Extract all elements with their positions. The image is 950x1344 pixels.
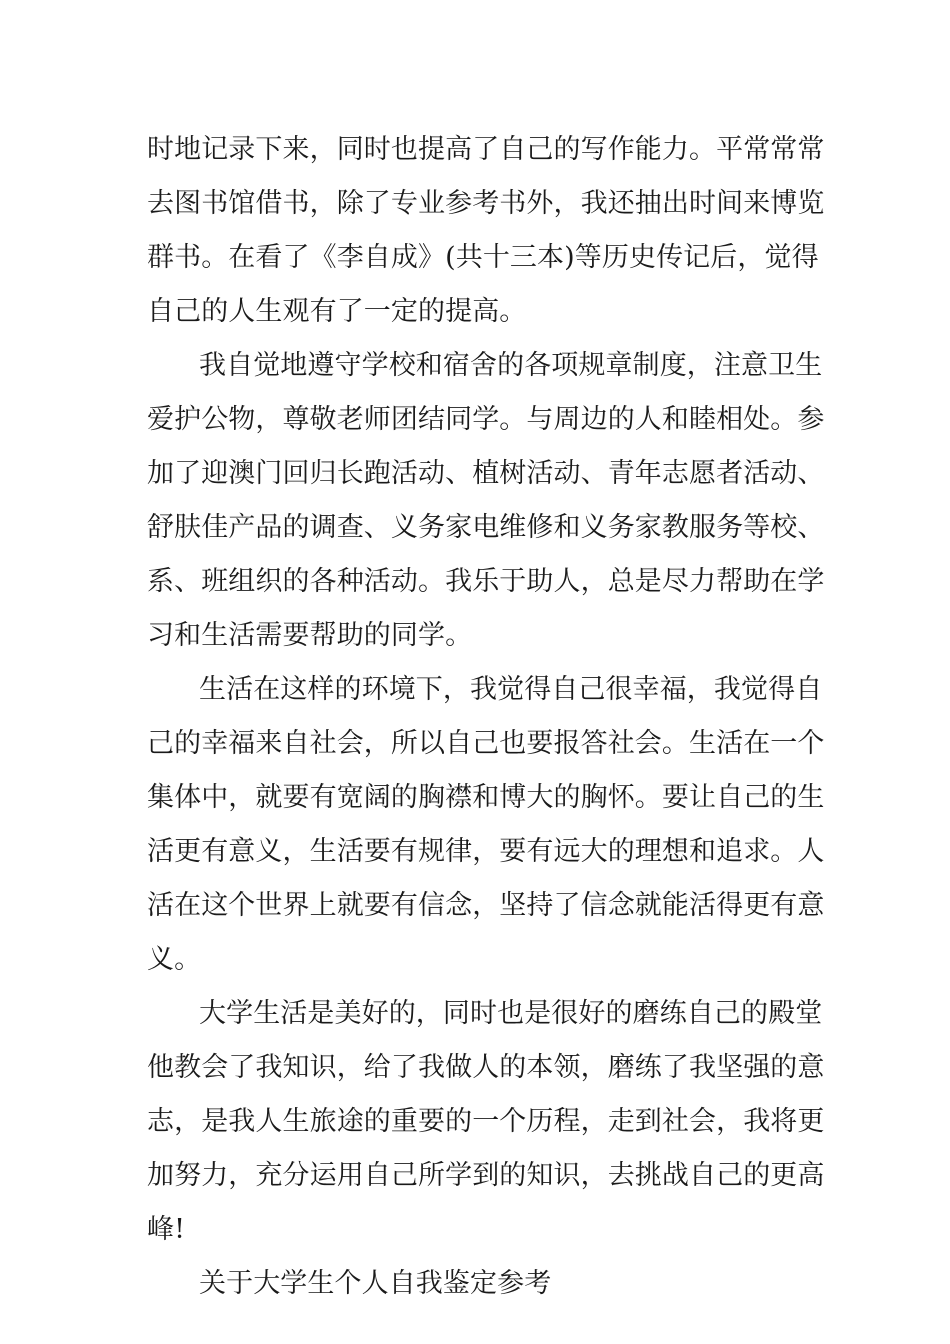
section-heading: 关于大学生个人自我鉴定参考 <box>199 1268 552 1299</box>
paragraph-3-line-1: 生活在这样的环境下，我觉得自己很幸福，我觉得自 <box>199 674 823 705</box>
paragraph-2-line-6: 习和生活需要帮助的同学。 <box>147 620 473 651</box>
document-body <box>147 123 825 1311</box>
paragraph-3-line-6: 义。 <box>147 944 202 975</box>
paragraph-4-line-2: 他教会了我知识，给了我做人的本领，磨练了我坚强的意 <box>147 1052 825 1083</box>
paragraph-1-line-2: 去图书馆借书，除了专业参考书外，我还抽出时间来博览 <box>147 188 825 219</box>
paragraph-3-line-5: 活在这个世界上就要有信念，坚持了信念就能活得更有意 <box>147 890 825 921</box>
paragraph-4-line-5: 峰! <box>147 1214 186 1245</box>
paragraph-3-line-3: 集体中，就要有宽阔的胸襟和博大的胸怀。要让自己的生 <box>147 782 825 813</box>
paragraph-1-line-3: 群书。在看了《李自成》(共十三本)等历史传记后，觉得 <box>147 242 819 273</box>
paragraph-3-line-4: 活更有意义，生活要有规律，要有远大的理想和追求。人 <box>147 836 825 867</box>
paragraph-2-line-3: 加了迎澳门回归长跑活动、植树活动、青年志愿者活动、 <box>147 458 825 489</box>
paragraph-4-line-4: 加努力，充分运用自己所学到的知识，去挑战自己的更高 <box>147 1160 825 1191</box>
paragraph-2-line-5: 系、班组织的各种活动。我乐于助人，总是尽力帮助在学 <box>147 566 825 597</box>
paragraph-2-line-2: 爱护公物，尊敬老师团结同学。与周边的人和睦相处。参 <box>147 404 825 435</box>
paragraph-3-line-2: 己的幸福来自社会，所以自己也要报答社会。生活在一个 <box>147 728 825 759</box>
paragraph-4-line-3: 志，是我人生旅途的重要的一个历程，走到社会，我将更 <box>147 1106 825 1137</box>
paragraph-2-line-4: 舒肤佳产品的调查、义务家电维修和义务家教服务等校、 <box>147 512 825 543</box>
paragraph-1-line-4: 自己的人生观有了一定的提高。 <box>147 296 527 327</box>
paragraph-4-line-1: 大学生活是美好的，同时也是很好的磨练自己的殿堂 <box>199 998 823 1029</box>
paragraph-2-line-1: 我自觉地遵守学校和宿舍的各项规章制度，注意卫生 <box>199 350 823 381</box>
paragraph-1-line-1: 时地记录下来，同时也提高了自己的写作能力。平常常常 <box>147 134 825 165</box>
